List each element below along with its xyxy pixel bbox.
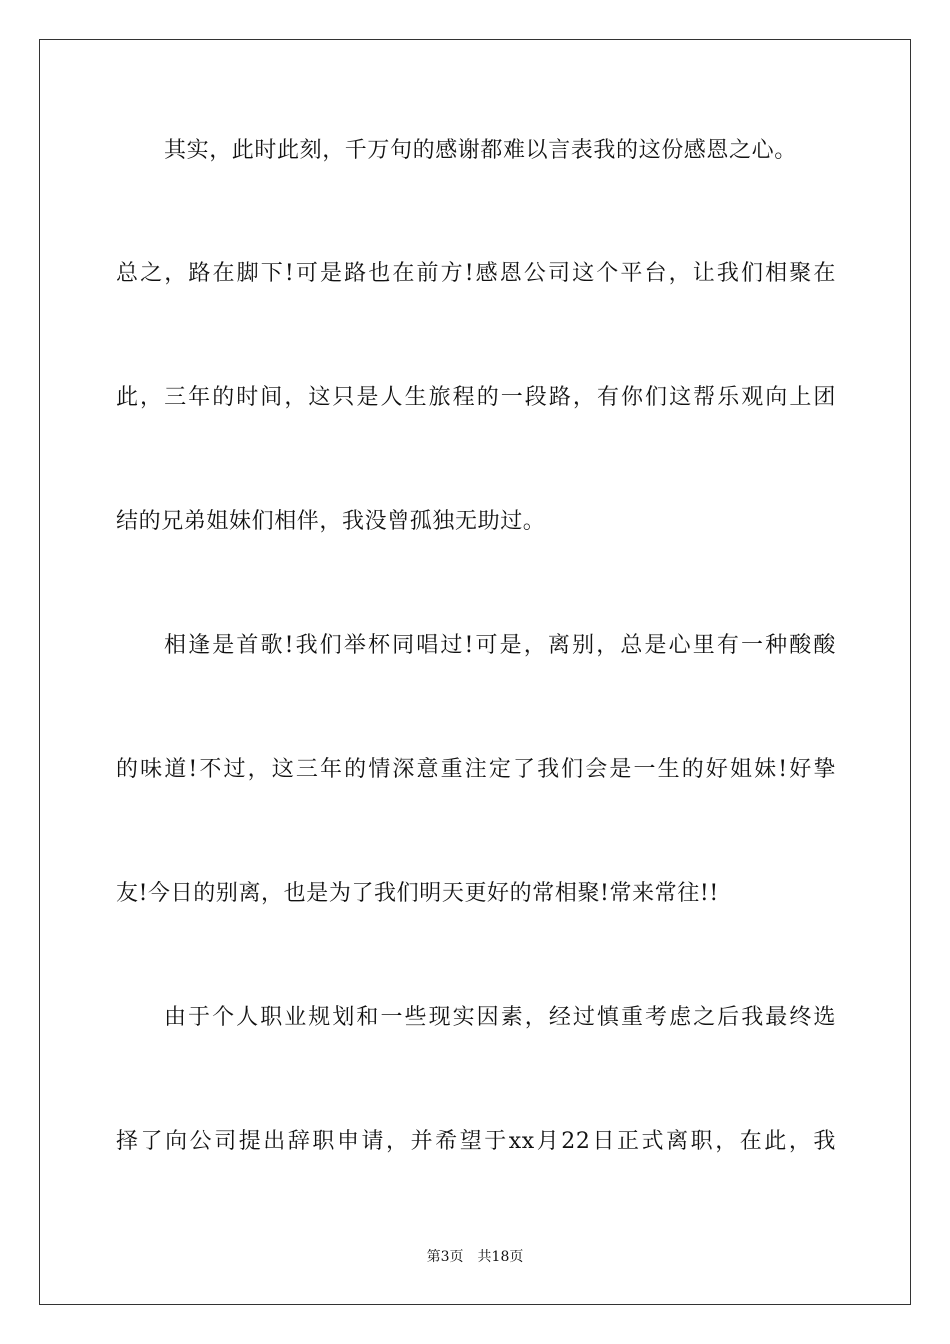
page-footer [0, 1247, 950, 1267]
page-total: 共18页 [477, 1249, 524, 1265]
paragraph-1-line-1: 其实，此时此刻，千万句的感谢都难以言表我的这份感恩之心。 [164, 138, 797, 163]
paragraph-4-line-2: 择了向公司提出辞职申请，并希望于xx月22日正式离职，在此，我 [116, 1129, 836, 1154]
paragraph-2-line-3: 结的兄弟姐妹们相伴，我没曾孤独无助过。 [116, 509, 546, 534]
paragraph-3-line-1: 相逢是首歌!我们举杯同唱过!可是，离别，总是心里有一种酸酸 [164, 633, 836, 658]
page-number: 第3页 [426, 1249, 464, 1265]
page-border [39, 39, 911, 1305]
paragraph-2-line-2: 此，三年的时间，这只是人生旅程的一段路，有你们这帮乐观向上团 [116, 385, 836, 410]
paragraph-4-line-1: 由于个人职业规划和一些现实因素，经过慎重考虑之后我最终选 [164, 1005, 836, 1030]
paragraph-3-line-3: 友!今日的别离，也是为了我们明天更好的常相聚!常来常往!! [116, 881, 719, 906]
paragraph-2-line-1: 总之，路在脚下!可是路也在前方!感恩公司这个平台，让我们相聚在 [116, 261, 836, 286]
paragraph-3-line-2: 的味道!不过，这三年的情深意重注定了我们会是一生的好姐妹!好挚 [116, 757, 836, 782]
